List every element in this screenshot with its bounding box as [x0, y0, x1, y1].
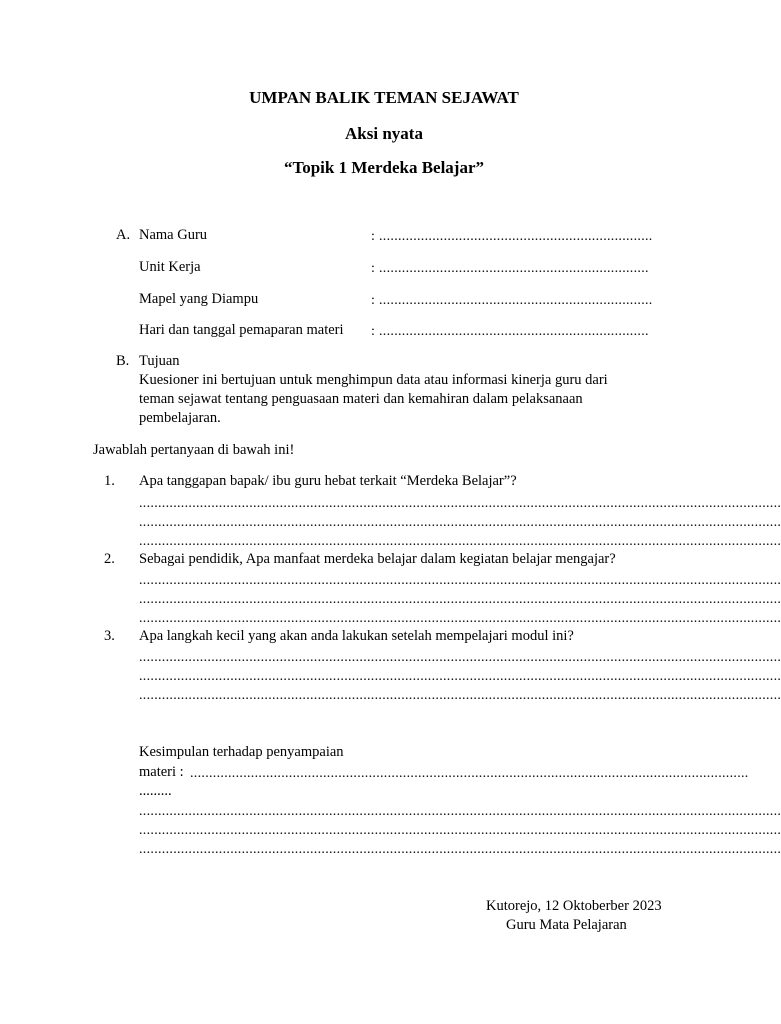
conclusion-label: materi :: [139, 764, 184, 780]
answer-line: .........................................................................................................................................................................: [139, 804, 781, 819]
field-label-hari-tanggal: Hari dan tanggal pemaparan materi: [139, 322, 344, 338]
instruction-text: Jawablah pertanyaan di bawah ini!: [93, 442, 295, 458]
document-subtitle: Aksi nyata: [345, 124, 423, 143]
section-b-line: teman sejawat tentang penguasaan materi dan kemahiran dalam pelaksanaan: [139, 391, 583, 407]
document-topic: “Topik 1 Merdeka Belajar”: [283, 158, 485, 177]
answer-line: .........................................................................................................................................................................: [139, 688, 781, 703]
question-number: 2.: [104, 551, 115, 567]
document-title: UMPAN BALIK TEMAN SEJAWAT: [249, 88, 519, 107]
answer-line: .........................................................................................................................................................................: [139, 534, 781, 549]
signature-role: Guru Mata Pelajaran: [506, 917, 627, 933]
answer-line: .........................................................................................................................................................................: [139, 573, 781, 588]
answer-line: .........................................................................................................................................................................: [139, 823, 781, 838]
field-label-unit-kerja: Unit Kerja: [139, 259, 201, 275]
question-text: Apa tanggapan bapak/ ibu guru hebat terkait “Merdeka Belajar”?: [139, 473, 517, 489]
answer-line: .........................................................................................................................................................................: [139, 592, 781, 607]
conclusion-tail: .........: [139, 783, 172, 799]
field-value-unit-kerja: : .......................................................................: [371, 261, 649, 276]
section-b-heading: Tujuan: [139, 353, 180, 369]
field-value-mapel: : ........................................................................: [371, 293, 653, 308]
signature-place-date: Kutorejo, 12 Oktoberber 2023: [486, 898, 662, 914]
section-a-marker: A.: [116, 227, 131, 243]
question-text: Sebagai pendidik, Apa manfaat merdeka belajar dalam kegiatan belajar mengajar?: [139, 551, 616, 567]
answer-line: .........................................................................................................................................................................: [139, 650, 781, 665]
question-text: Apa langkah kecil yang akan anda lakukan setelah mempelajari modul ini?: [139, 628, 574, 644]
answer-line: ...................................................................................................................................................: [190, 766, 749, 781]
field-value-hari-tanggal: : .......................................................................: [371, 324, 649, 339]
answer-line: .........................................................................................................................................................................: [139, 515, 781, 530]
section-b-line: pembelajaran.: [139, 410, 221, 426]
answer-line: .........................................................................................................................................................................: [139, 669, 781, 684]
section-b-marker: B.: [116, 353, 130, 369]
question-number: 3.: [104, 628, 115, 644]
section-b-line: Kuesioner ini bertujuan untuk menghimpun data atau informasi kinerja guru dari: [139, 372, 608, 388]
field-value-nama-guru: : ........................................................................: [371, 229, 653, 244]
answer-line: .........................................................................................................................................................................: [139, 842, 781, 857]
field-label-mapel: Mapel yang Diampu: [139, 291, 259, 307]
answer-line: .........................................................................................................................................................................: [139, 611, 781, 626]
answer-line: .........................................................................................................................................................................: [139, 496, 781, 511]
conclusion-heading: Kesimpulan terhadap penyampaian: [139, 744, 344, 760]
field-label-nama-guru: Nama Guru: [139, 227, 208, 243]
question-number: 1.: [104, 473, 115, 489]
